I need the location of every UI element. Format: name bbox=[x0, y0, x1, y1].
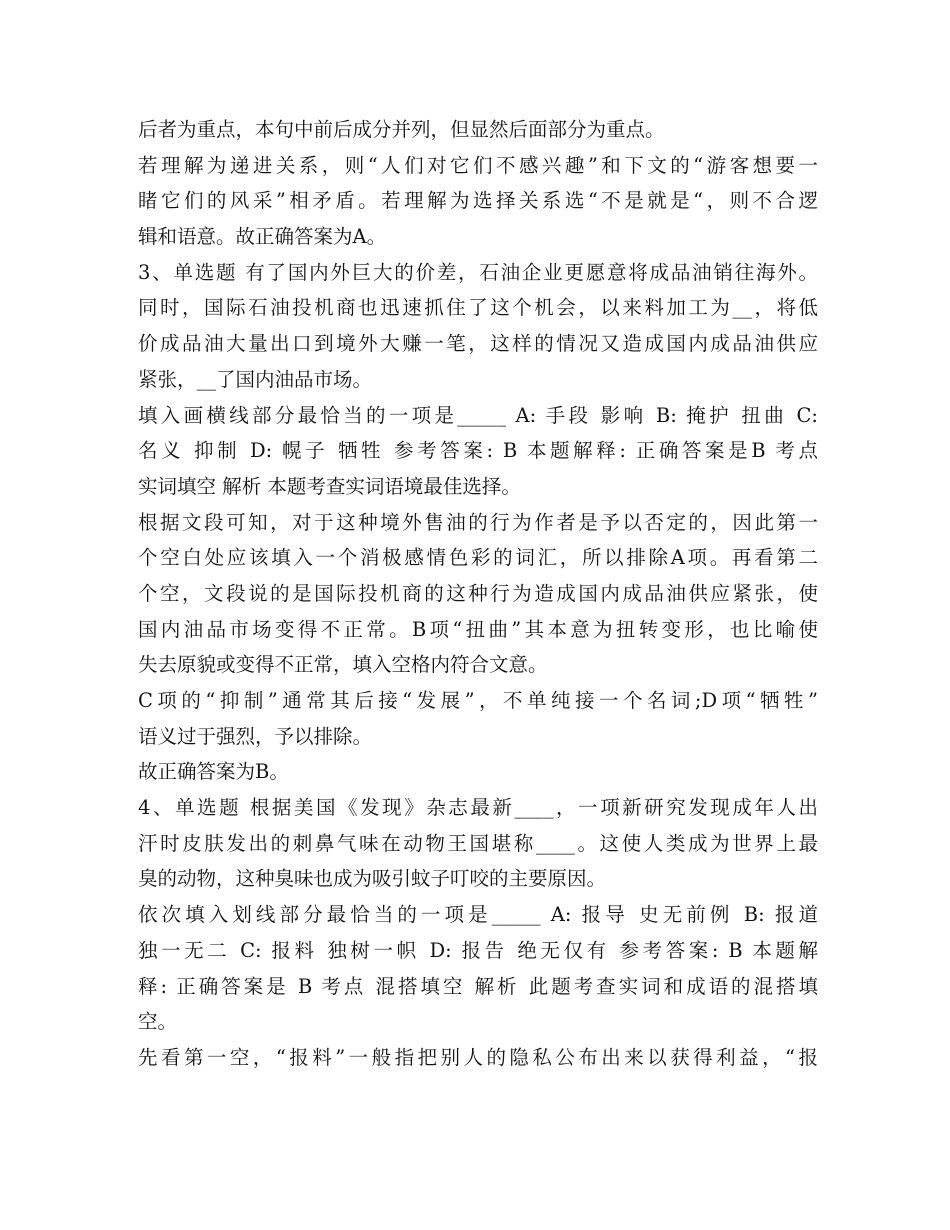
text-line: 4、单选题 根据美国《发现》杂志最新____，一项新研究发现成年人出 bbox=[138, 796, 818, 820]
text-line: 根据文段可知，对于这种境外售油的行为作者是予以否定的，因此第一 bbox=[138, 510, 818, 534]
text-line: 睹它们的风采”相矛盾。若理解为选择关系选“不是就是“，则不合逻 bbox=[138, 189, 818, 213]
text-line: 依次填入划线部分最恰当的一项是_____ A: 报导 史无前例 B: 报道 bbox=[138, 903, 818, 927]
text-line: 个空白处应该填入一个消极感情色彩的词汇，所以排除A项。再看第二 bbox=[138, 546, 818, 570]
text-line: 失去原貌或变得不正常，填入空格内符合文意。 bbox=[138, 653, 548, 677]
text-line: 空。 bbox=[138, 1010, 178, 1034]
text-line: 故正确答案为B。 bbox=[138, 760, 289, 784]
text-line: 语义过于强烈，予以排除。 bbox=[138, 724, 373, 748]
text-line: 汗时皮肤发出的刺鼻气味在动物王国堪称____。这使人类成为世界上最 bbox=[138, 831, 818, 855]
text-line: 价成品油大量出口到境外大赚一笔，这样的情况又造成国内成品油供应 bbox=[138, 332, 818, 356]
text-line: 先看第一空，“报料”一般指把别人的隐私公布出来以获得利益，“报 bbox=[138, 1045, 818, 1069]
text-line: 紧张，__了国内油品市场。 bbox=[138, 367, 373, 391]
text-line: 臭的动物，这种臭味也成为吸引蚊子叮咬的主要原因。 bbox=[138, 867, 607, 891]
text-line: 若理解为递进关系，则“人们对它们不感兴趣”和下文的“游客想要一 bbox=[138, 153, 818, 177]
document-body bbox=[138, 112, 818, 1076]
text-line: 辑和语意。故正确答案为A。 bbox=[138, 225, 387, 249]
text-line: 填入画横线部分最恰当的一项是_____ A: 手段 影响 B: 掩护 扭曲 C: bbox=[138, 403, 818, 427]
text-line: 名义 抑制 D: 幌子 牺牲 参考答案: B 本题解释: 正确答案是B 考点 bbox=[138, 439, 818, 463]
text-line: 国内油品市场变得不正常。B项“扭曲”其本意为扭转变形，也比喻使 bbox=[138, 617, 818, 641]
text-line: 3、单选题 有了国内外巨大的价差，石油企业更愿意将成品油销往海外。 bbox=[138, 260, 818, 284]
text-line: 实词填空 解析 本题考查实词语境最佳选择。 bbox=[138, 474, 521, 498]
text-line: 独一无二 C: 报料 独树一帜 D: 报告 绝无仅有 参考答案: B 本题解 bbox=[138, 938, 818, 962]
text-line: 释: 正确答案是 B 考点 混搭填空 解析 此题考查实词和成语的混搭填 bbox=[138, 974, 818, 998]
text-line: 后者为重点，本句中前后成分并列，但显然后面部分为重点。 bbox=[138, 118, 665, 141]
text-line: C项的“抑制”通常其后接“发展”，不单纯接一个名词;D项“牺牲” bbox=[138, 689, 818, 712]
text-line: 个空，文段说的是国际投机商的这种行为造成国内成品油供应紧张，使 bbox=[138, 581, 818, 605]
text-line: 同时，国际石油投机商也迅速抓住了这个机会，以来料加工为__，将低 bbox=[138, 296, 818, 320]
